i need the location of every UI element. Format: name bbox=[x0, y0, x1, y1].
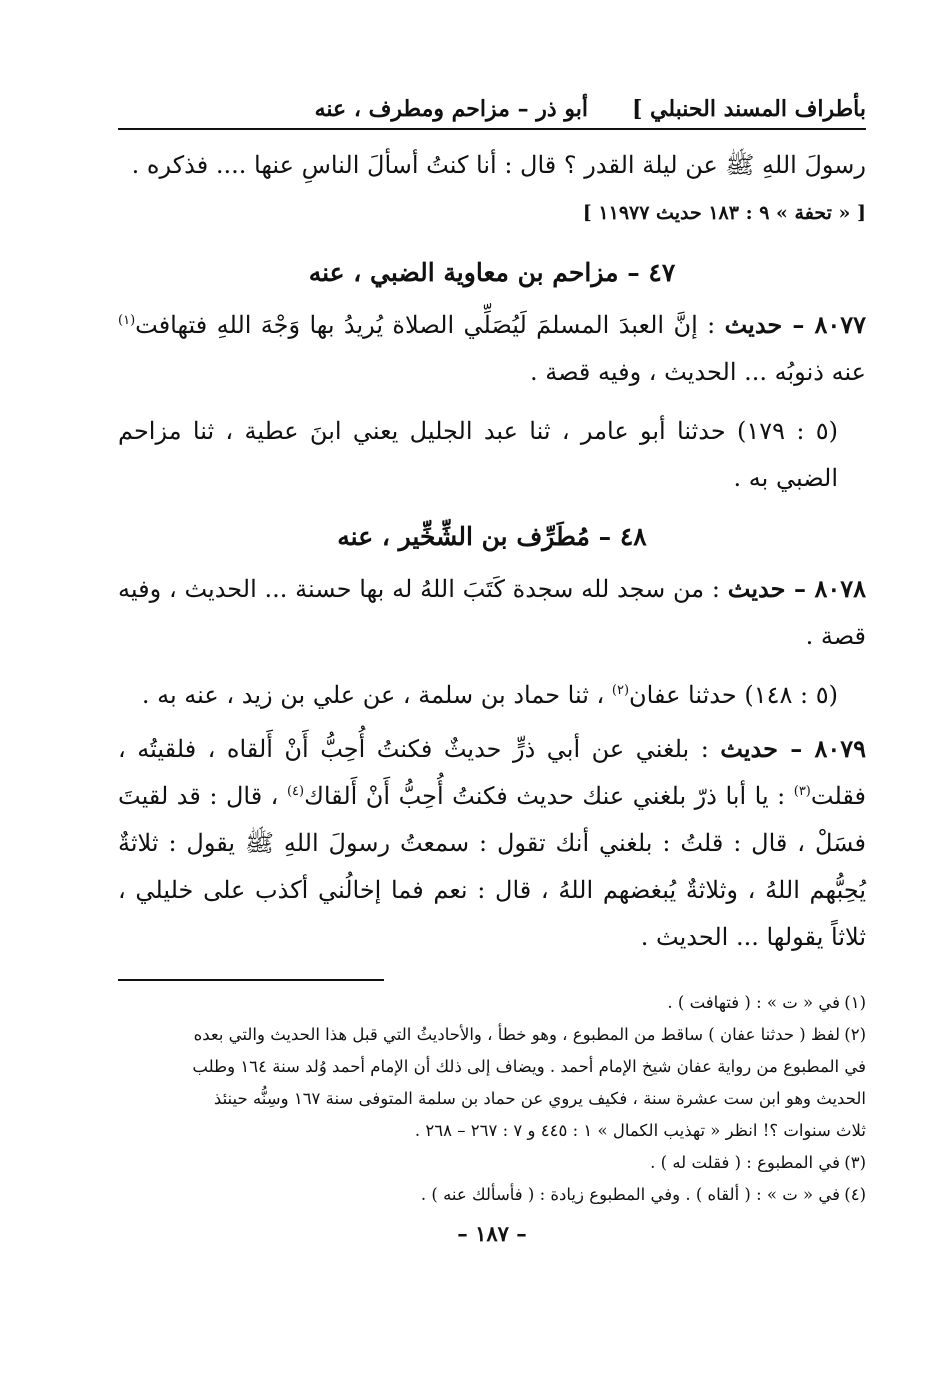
hadith-8077 bbox=[118, 301, 866, 396]
footnote-3: (٣)في المطبوع : ( فقلت له ) . bbox=[650, 1153, 866, 1172]
isnad-text: ، ثنا حماد بن سلمة ، عن علي بن زيد ، عنه به . bbox=[141, 681, 612, 709]
footnotes bbox=[118, 987, 866, 1211]
footnote-marker: (٢) bbox=[611, 683, 630, 698]
isnad-8077: (٥ : ١٧٩) حدثنا أبو عامر ، ثنا عبد الجليل يعني ابنَ عطية ، ثنا مزاحم الضبي به . bbox=[118, 417, 839, 492]
header-chapter-title: أبو ذر – مزاحم ومطرف ، عنه bbox=[314, 96, 588, 122]
footnote-separator bbox=[118, 979, 384, 981]
footnote-2-line: ثلاث سنوات ؟! انظر « تهذيب الكمال » ١ : ٤٤٥ و ٧ : ٢٦٧ – ٢٦٨ . bbox=[414, 1121, 866, 1140]
hadith-number: ٨٠٧٨ – حديث bbox=[727, 574, 866, 603]
hadith-8079 bbox=[118, 725, 866, 961]
footnote-2-line: في المطبوع من رواية عفان شيخ الإمام أحمد . ويضاف إلى ذلك أن الإمام أحمد وُلد سنة ١٦٤ وطلب bbox=[192, 1057, 866, 1076]
running-header bbox=[118, 96, 866, 130]
hadith-text: : من سجد لله سجدة كَتَبَ اللهُ له بها حسنة ... الحديث ، وفيه قصة . bbox=[118, 575, 866, 650]
hadith-number: ٨٠٧٩ – حديث bbox=[720, 734, 866, 763]
hadith-number: ٨٠٧٧ – حديث bbox=[724, 310, 866, 339]
isnad-text: (٥ : ١٤٨) حدثنا عفان bbox=[629, 681, 838, 709]
footnote-2-line: الحديث وهو ابن ست عشرة سنة ، فكيف يروي عن حماد بن سلمة المتوفى سنة ١٦٧ وسِنُّه حينئذ bbox=[213, 1089, 866, 1108]
hadith-8078 bbox=[118, 565, 866, 660]
footnote-marker: (١) bbox=[118, 313, 136, 328]
intro-line: رسولَ اللهِ ﷺ عن ليلة القدر ؟ قال : أنا كنتُ أسألَ الناسِ عنها .... فذكره . bbox=[131, 151, 866, 179]
hadith-text: ، قال : قد لقيتَ فسَلْ ، قال : قلتُ : بلغني أنك تقول : سمعتُ رسولَ اللهِ ﷺ يقول : ثلاثةٌ يُحِبُّهم اللهُ ، وثلاثةٌ يُبغضهم اللهُ ، قال : نعم فما إخالُني أكذب على خليلي ، ثلاثاً يقولها ... الحديث . bbox=[118, 782, 866, 951]
section-heading-47: ٤٧ – مزاحم بن معاوية الضبي ، عنه bbox=[308, 258, 676, 287]
section-heading-48: ٤٨ – مُطَرِّف بن الشِّخِّير ، عنه bbox=[337, 522, 647, 551]
isnad-8078 bbox=[118, 672, 866, 719]
hadith-text: : إنَّ العبدَ المسلمَ لَيُصَلِّي الصلاة يُريدُ بها وَجْهَ اللهِ فتهافت bbox=[135, 311, 725, 339]
book-page bbox=[118, 96, 866, 1246]
footnote-marker: (٤) bbox=[286, 784, 305, 799]
footnote-2: (٢)لفظ ( حدثنا عفان ) ساقط من المطبوع ، وهو خطأ ، والأحاديثُ التي قبل هذا الحديث والتي بعده bbox=[193, 1025, 866, 1044]
footnote-marker: (٣) bbox=[793, 784, 811, 799]
hadith-text: : يا أبا ذرّ بلغني عنك حديث فكنتُ أُحِبُّ أَنْ أَلقاك bbox=[304, 782, 794, 810]
footnote-4: (٤)في « ت » : ( ألقاه ) . وفي المطبوع زيادة : ( فأسألك عنه ) . bbox=[420, 1185, 866, 1204]
footnote-1: (١)في « ت » : ( فتهافت ) . bbox=[667, 993, 866, 1012]
hadith-text: : بلغني عن أبي ذرٍّ حديثٌ فكنتُ أُحِبُّ أَنْ أَلقاه ، فلقيتُه ، فقلت bbox=[118, 735, 866, 810]
header-book-title: بأطراف المسند الحنبلي ] bbox=[631, 96, 866, 122]
hadith-text: عنه ذنوبُه ... الحديث ، وفيه قصة . bbox=[529, 358, 866, 386]
tuhfa-reference: [ « تحفة » ٩ : ١٨٣ حديث ١١٩٧٧ ] bbox=[582, 202, 866, 224]
page-number: – ١٨٧ – bbox=[457, 1221, 527, 1246]
